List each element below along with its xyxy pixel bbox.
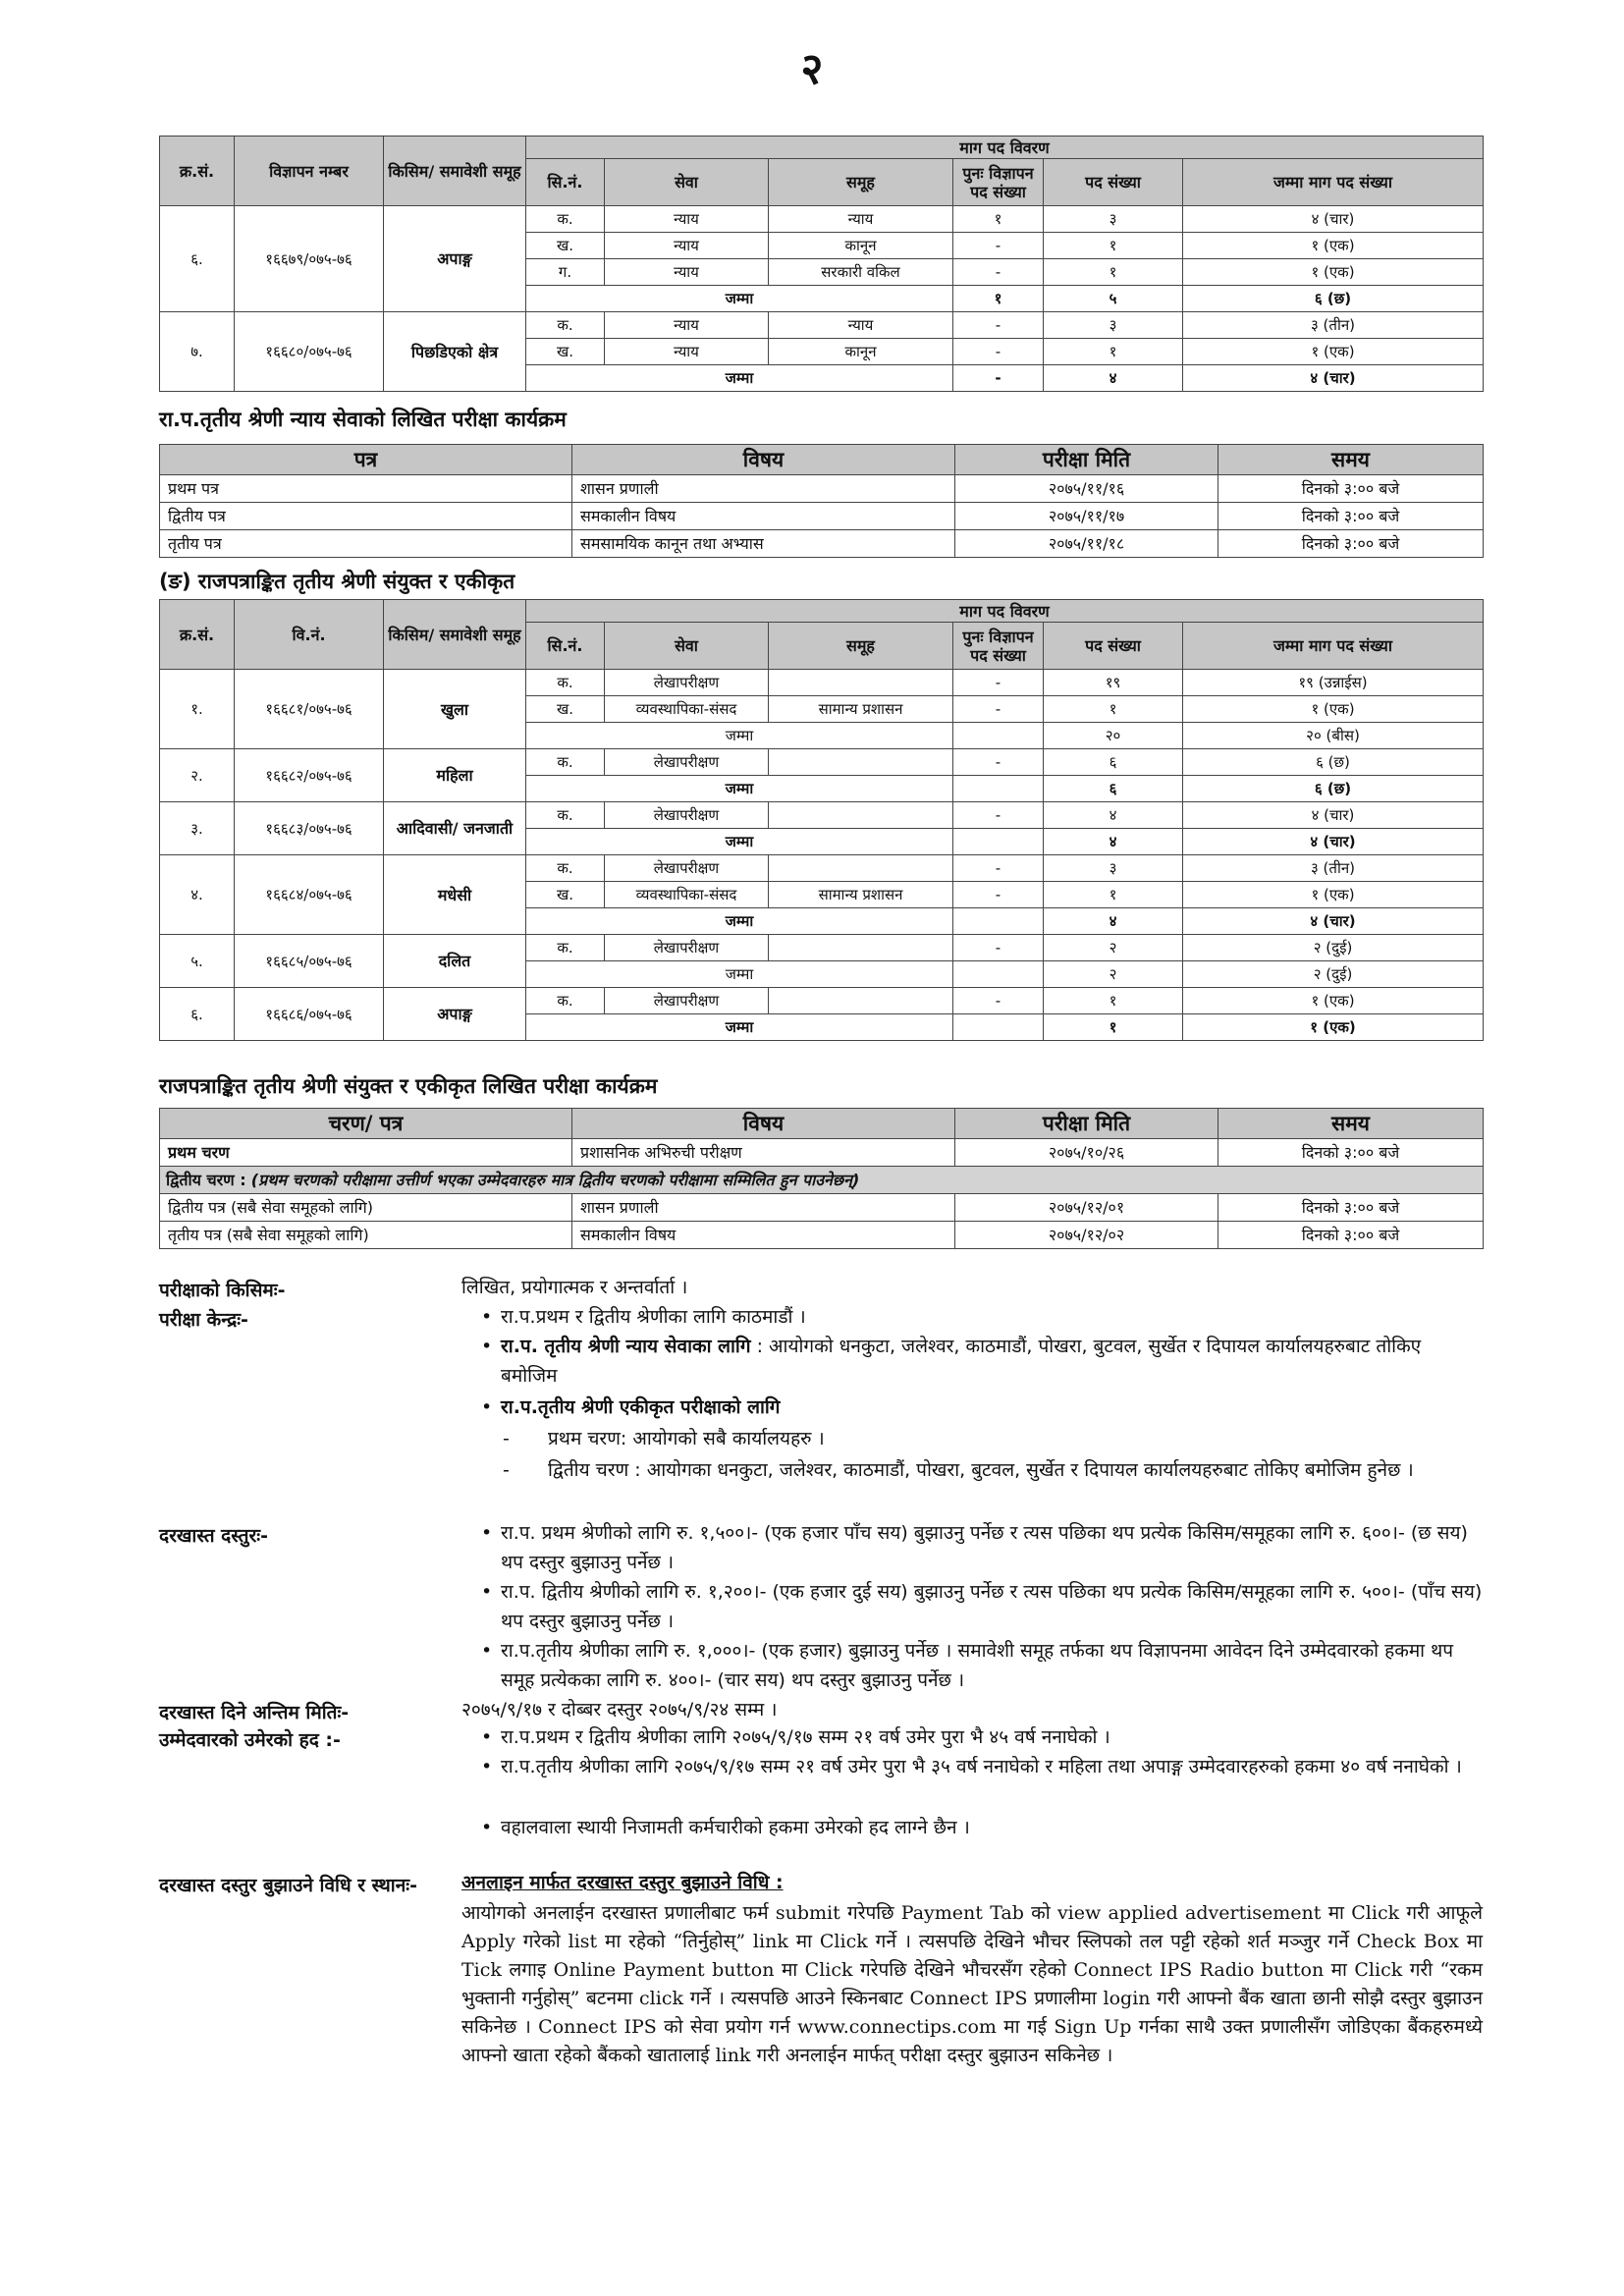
schedule-exam-date: २०७५/१२/०२ bbox=[955, 1222, 1218, 1249]
header-total-posts: जम्मा माग पद संख्या bbox=[1183, 623, 1484, 670]
cell-service: न्याय bbox=[605, 206, 769, 233]
schedule-header: समय bbox=[1218, 445, 1484, 475]
cell-total: २ (दुई) bbox=[1183, 935, 1484, 961]
cell-re-ad: - bbox=[953, 233, 1044, 259]
cell-service: न्याय bbox=[605, 339, 769, 365]
cell-service: न्याय bbox=[605, 259, 769, 286]
header-service: सेवा bbox=[605, 159, 769, 206]
row-sn: ५. bbox=[160, 935, 235, 988]
age-item-2: • रा.प.तृतीय श्रेणीका लागि २०७५/९/१७ सम्म २१ वर्ष उमेर पुरा भै ३५ वर्ष ननाघेको र महिला तथा अपाङ्ग उम्मेदवारहरुको हकमा ४० वर्ष ननाघेको । bbox=[481, 1756, 1462, 1777]
schedule-header: चरण/ पत्र bbox=[160, 1109, 572, 1139]
exam-schedule-nyaya bbox=[159, 444, 1484, 558]
total-posts: २ bbox=[1044, 961, 1183, 988]
schedule-header: परीक्षा मिति bbox=[955, 445, 1218, 475]
schedule-subject: समसामयिक कानून तथा अभ्यास bbox=[572, 530, 955, 558]
schedule-exam-time: दिनको ३:०० बजे bbox=[1218, 503, 1484, 530]
row-group: अपाङ्ग bbox=[384, 988, 526, 1041]
heading-ekikrit-exam: राजपत्राङ्कित तृतीय श्रेणी संयुक्त र एकीकृत लिखित परीक्षा कार्यक्रम bbox=[159, 1074, 658, 1098]
stage1-date: २०७५/१०/२६ bbox=[955, 1139, 1218, 1167]
total-re-ad bbox=[953, 723, 1044, 749]
row-ad-number: १६६८५/०७५-७६ bbox=[235, 935, 384, 988]
schedule-header: पत्र bbox=[160, 445, 572, 475]
table-row bbox=[160, 855, 1484, 882]
header-service: सेवा bbox=[605, 623, 769, 670]
total-label: जम्मा bbox=[526, 1014, 953, 1041]
cell-re-ad: - bbox=[953, 312, 1044, 339]
schedule-paper: द्वितीय पत्र bbox=[160, 503, 572, 530]
payment-instructions: आयोगको अनलाईन दरखास्त प्रणालीबाट फर्म submit गरेपछि Payment Tab को view applied advertisement मा Click गरी आफूले Apply गरेको list मा रहेको “तिर्नुहोस्” link मा Click गर्ने । त्यसपछि देखिने भौचर स्लिपको तल पट्टी रहेको शर्त मञ्जुर गर्ने Check Box मा Tick लगाइ Online Payment button मा Click गरेपछि देखिने भौचरसँग रहेको Connect IPS Radio button मा Click गरी “रकम भुक्तानी गर्नुहोस्” बटनमा click गर्ने । त्यसपछि आउने स्किनबाट Connect IPS प्रणालीमा login गरी आफ्नो बैंक खाता छानी सोझै दस्तुर बुझाउन सकिनेछ । Connect IPS को सेवा प्रयोग गर्न www.connectips.com मा गई Sign Up गर्नका साथै उक्त प्रणालीसँग जोडिएका बैंकहरुमध्ये आफ्नो खाता रहेको बैंकको खातालाई link गरी अनलाईन मार्फत् परीक्षा दस्तुर बुझाउन सकिनेछ । bbox=[461, 1902, 1483, 2066]
row-ad-number: १६६८६/०७५-७६ bbox=[235, 988, 384, 1041]
cell-service: लेखापरीक्षण bbox=[605, 749, 769, 776]
cell-re-ad: - bbox=[953, 802, 1044, 829]
cell-total: ३ (तीन) bbox=[1183, 312, 1484, 339]
row-group: दलित bbox=[384, 935, 526, 988]
cell-re-ad: - bbox=[953, 696, 1044, 723]
cell-service: न्याय bbox=[605, 312, 769, 339]
total-sum: ६ (छ) bbox=[1183, 286, 1484, 312]
schedule-exam-time: दिनको ३:०० बजे bbox=[1218, 1194, 1484, 1222]
header-re-ad: पुनः विज्ञापन पद संख्या bbox=[953, 159, 1044, 206]
total-sum: ४ (चार) bbox=[1183, 908, 1484, 935]
cell-sub-sn: क. bbox=[526, 802, 605, 829]
cell-total: १ (एक) bbox=[1183, 988, 1484, 1014]
table-row bbox=[160, 935, 1484, 961]
table-row bbox=[160, 988, 1484, 1014]
cell-sub-sn: क. bbox=[526, 935, 605, 961]
total-posts: ५ bbox=[1044, 286, 1183, 312]
cell-posts: १ bbox=[1044, 988, 1183, 1014]
schedule-exam-date: २०७५/११/१८ bbox=[955, 530, 1218, 558]
cell-re-ad: - bbox=[953, 935, 1044, 961]
cell-re-ad: - bbox=[953, 259, 1044, 286]
cell-posts: ३ bbox=[1044, 206, 1183, 233]
schedule-header: विषय bbox=[572, 445, 955, 475]
total-sum: ४ (चार) bbox=[1183, 365, 1484, 392]
payment-heading: अनलाइन मार्फत दरखास्त दस्तुर बुझाउने विधि : bbox=[461, 1872, 784, 1893]
cell-sub-sn: क. bbox=[526, 749, 605, 776]
cell-subgroup bbox=[769, 988, 953, 1014]
cell-total: १ (एक) bbox=[1183, 233, 1484, 259]
cell-sub-sn: क. bbox=[526, 670, 605, 696]
total-label: जम्मा bbox=[526, 908, 953, 935]
row-ad-number: १६६८२/०७५-७६ bbox=[235, 749, 384, 802]
total-re-ad bbox=[953, 961, 1044, 988]
cell-subgroup bbox=[769, 935, 953, 961]
cell-sub-sn: क. bbox=[526, 855, 605, 882]
schedule-paper: तृतीय पत्र (सबै सेवा समूहको लागि) bbox=[160, 1222, 572, 1249]
deadline-label: दरखास्त दिने अन्तिम मितिः- bbox=[159, 1702, 350, 1723]
header-sn: क्र.सं. bbox=[160, 600, 235, 670]
schedule-header: समय bbox=[1218, 1109, 1484, 1139]
cell-re-ad: १ bbox=[953, 206, 1044, 233]
cell-subgroup: कानून bbox=[769, 339, 953, 365]
exam-type-label: परीक्षाको किसिमः- bbox=[159, 1280, 286, 1301]
row-sn: ४. bbox=[160, 855, 235, 935]
cell-service: लेखापरीक्षण bbox=[605, 802, 769, 829]
cell-total: ४ (चार) bbox=[1183, 206, 1484, 233]
cell-sub-sn: ख. bbox=[526, 882, 605, 908]
fee-label: दरखास्त दस्तुरः- bbox=[159, 1525, 268, 1547]
cell-service: व्यवस्थापिका-संसद bbox=[605, 696, 769, 723]
total-label: जम्मा bbox=[526, 776, 953, 802]
cell-posts: ६ bbox=[1044, 749, 1183, 776]
cell-sub-sn: क. bbox=[526, 206, 605, 233]
cell-sub-sn: क. bbox=[526, 988, 605, 1014]
total-posts: ४ bbox=[1044, 365, 1183, 392]
schedule-row bbox=[160, 503, 1484, 530]
cell-subgroup bbox=[769, 670, 953, 696]
cell-posts: १९ bbox=[1044, 670, 1183, 696]
total-posts: ६ bbox=[1044, 776, 1183, 802]
page-number: २ bbox=[800, 44, 824, 94]
schedule-exam-date: २०७५/१२/०१ bbox=[955, 1194, 1218, 1222]
stage1-time: दिनको ३:०० बजे bbox=[1218, 1139, 1484, 1167]
cell-subgroup: न्याय bbox=[769, 206, 953, 233]
row-ad-number: १६६८१/०७५-७६ bbox=[235, 670, 384, 749]
cell-re-ad: - bbox=[953, 882, 1044, 908]
row-ad-number: १६६८३/०७५-७६ bbox=[235, 802, 384, 855]
cell-posts: १ bbox=[1044, 233, 1183, 259]
cell-subgroup bbox=[769, 855, 953, 882]
stage2-note-row bbox=[160, 1167, 1484, 1194]
table-row bbox=[160, 312, 1484, 339]
cell-re-ad: - bbox=[953, 749, 1044, 776]
schedule-row bbox=[160, 530, 1484, 558]
header-posts: पद संख्या bbox=[1044, 159, 1183, 206]
cell-posts: १ bbox=[1044, 259, 1183, 286]
row-group: मधेसी bbox=[384, 855, 526, 935]
cell-sub-sn: ख. bbox=[526, 339, 605, 365]
posts-table-ekikrit bbox=[159, 599, 1484, 1041]
schedule-exam-date: २०७५/११/१६ bbox=[955, 475, 1218, 503]
table-row bbox=[160, 206, 1484, 233]
total-re-ad: - bbox=[953, 365, 1044, 392]
cell-posts: २ bbox=[1044, 935, 1183, 961]
cell-service: लेखापरीक्षण bbox=[605, 988, 769, 1014]
row-ad-number: १६६७९/०७५-७६ bbox=[235, 206, 384, 312]
cell-total: १ (एक) bbox=[1183, 882, 1484, 908]
header-re-ad: पुनः विज्ञापन पद संख्या bbox=[953, 623, 1044, 670]
schedule-header: विषय bbox=[572, 1109, 955, 1139]
cell-service: लेखापरीक्षण bbox=[605, 670, 769, 696]
header-sub-sn: सि.नं. bbox=[526, 159, 605, 206]
cell-service: व्यवस्थापिका-संसद bbox=[605, 882, 769, 908]
schedule-subject: समकालीन विषय bbox=[572, 503, 955, 530]
age-label: उम्मेदवारको उमेरको हद :- bbox=[159, 1729, 341, 1751]
fee-item-3: • रा.प.तृतीय श्रेणीका लागि रु. १,०००।- (एक हजार) बुझाउनु पर्नेछ । समावेशी समूह तर्फका थप विज्ञापनमा आवेदन दिने उम्मेदवारको हकमा थप समूह प्रत्येकका लागि रु. ४००।- (चार सय) थप दस्तुर बुझाउनु पर्नेछ । bbox=[481, 1640, 1454, 1691]
total-posts: १ bbox=[1044, 1014, 1183, 1041]
schedule-exam-time: दिनको ३:०० बजे bbox=[1218, 1222, 1484, 1249]
row-sn: २. bbox=[160, 749, 235, 802]
centre-label: परीक्षा केन्द्रः- bbox=[159, 1309, 248, 1331]
cell-sub-sn: ग. bbox=[526, 259, 605, 286]
row-sn: ७. bbox=[160, 312, 235, 392]
cell-posts: ३ bbox=[1044, 855, 1183, 882]
cell-posts: ४ bbox=[1044, 802, 1183, 829]
stage1-label: प्रथम चरण bbox=[160, 1139, 572, 1167]
total-re-ad bbox=[953, 1014, 1044, 1041]
total-label: जम्मा bbox=[526, 286, 953, 312]
total-posts: ४ bbox=[1044, 908, 1183, 935]
cell-sub-sn: ख. bbox=[526, 233, 605, 259]
cell-total: १९ (उन्नाईस) bbox=[1183, 670, 1484, 696]
schedule-row bbox=[160, 475, 1484, 503]
cell-subgroup: सामान्य प्रशासन bbox=[769, 882, 953, 908]
schedule-paper: द्वितीय पत्र (सबै सेवा समूहको लागि) bbox=[160, 1194, 572, 1222]
cell-total: ४ (चार) bbox=[1183, 802, 1484, 829]
total-sum: १ (एक) bbox=[1183, 1014, 1484, 1041]
schedule-subject: शासन प्रणाली bbox=[572, 1194, 955, 1222]
total-sum: ४ (चार) bbox=[1183, 829, 1484, 855]
cell-subgroup: सामान्य प्रशासन bbox=[769, 696, 953, 723]
total-label: जम्मा bbox=[526, 829, 953, 855]
schedule-exam-date: २०७५/११/१७ bbox=[955, 503, 1218, 530]
total-label: जम्मा bbox=[526, 723, 953, 749]
row-group: आदिवासी/ जनजाती bbox=[384, 802, 526, 855]
centre-item-2: • रा.प. तृतीय श्रेणी न्याय सेवाका लागि : आयोगको धनकुटा, जलेश्वर, काठमाडौं, पोखरा, बुटवल, सुर्खेत र दिपायल कार्यालयहरुबाट तोकिए बमोजिम bbox=[481, 1336, 1422, 1387]
cell-sub-sn: क. bbox=[526, 312, 605, 339]
payment-label: दरखास्त दस्तुर बुझाउने विधि र स्थानः- bbox=[159, 1875, 417, 1896]
heading-ekikrit: (ङ) राजपत्राङ्कित तृतीय श्रेणी संयुक्त र एकीकृत bbox=[159, 570, 515, 593]
table-row bbox=[160, 749, 1484, 776]
row-group: महिला bbox=[384, 749, 526, 802]
stage1-subject: प्रशासनिक अभिरुची परीक्षण bbox=[572, 1139, 955, 1167]
fee-item-1: • रा.प. प्रथम श्रेणीको लागि रु. १,५००।- (एक हजार पाँच सय) बुझाउनु पर्नेछ र त्यस पछिका थप प्रत्येक किसिम/समूहका लागि रु. ६००।- (छ सय) थप दस्तुर बुझाउनु पर्नेछ । bbox=[481, 1522, 1468, 1573]
age-item-1: • रा.प.प्रथम र द्वितीय श्रेणीका लागि २०७५/९/१७ सम्म २१ वर्ष उमेर पुरा भै ४५ वर्ष ननाघेको । bbox=[481, 1726, 1110, 1748]
header-detail: माग पद विवरण bbox=[526, 137, 1484, 159]
row-sn: ६. bbox=[160, 206, 235, 312]
total-sum: २ (दुई) bbox=[1183, 961, 1484, 988]
header-sn: क्र.सं. bbox=[160, 137, 235, 206]
heading-nyaya-exam: रा.प.तृतीय श्रेणी न्याय सेवाको लिखित परीक्षा कार्यक्रम bbox=[159, 408, 567, 431]
header-sub-sn: सि.नं. bbox=[526, 623, 605, 670]
schedule-exam-time: दिनको ३:०० बजे bbox=[1218, 475, 1484, 503]
cell-subgroup: सरकारी वकिल bbox=[769, 259, 953, 286]
centre-item-3: • रा.प.तृतीय श्रेणी एकीकृत परीक्षाको लागि bbox=[481, 1396, 781, 1418]
cell-total: १ (एक) bbox=[1183, 339, 1484, 365]
cell-posts: १ bbox=[1044, 882, 1183, 908]
row-sn: ६. bbox=[160, 988, 235, 1041]
cell-total: ३ (तीन) bbox=[1183, 855, 1484, 882]
header-ad-no: विज्ञापन नम्बर bbox=[235, 137, 384, 206]
schedule-row bbox=[160, 1194, 1484, 1222]
cell-subgroup bbox=[769, 802, 953, 829]
header-posts: पद संख्या bbox=[1044, 623, 1183, 670]
age-item-3: • वहालवाला स्थायी निजामती कर्मचारीको हकमा उमेरको हद लाग्ने छैन । bbox=[481, 1817, 970, 1838]
deadline-value: २०७५/९/१७ र दोब्बर दस्तुर २०७५/९/२४ सम्म । bbox=[461, 1699, 778, 1721]
total-label: जम्मा bbox=[526, 961, 953, 988]
schedule-paper: तृतीय पत्र bbox=[160, 530, 572, 558]
fee-item-2: • रा.प. द्वितीय श्रेणीको लागि रु. १,२००।- (एक हजार दुई सय) बुझाउनु पर्नेछ र त्यस पछिका थप प्रत्येक किसिम/समूहका लागि रु. ५००।- (पाँच सय) थप दस्तुर बुझाउनु पर्नेछ । bbox=[481, 1581, 1483, 1632]
schedule-subject: शासन प्रणाली bbox=[572, 475, 955, 503]
cell-total: १ (एक) bbox=[1183, 696, 1484, 723]
cell-service: न्याय bbox=[605, 233, 769, 259]
cell-subgroup: कानून bbox=[769, 233, 953, 259]
exam-schedule-ekikrit bbox=[159, 1108, 1484, 1249]
total-re-ad bbox=[953, 776, 1044, 802]
schedule-header: परीक्षा मिति bbox=[955, 1109, 1218, 1139]
row-group: पिछडिएको क्षेत्र bbox=[384, 312, 526, 392]
total-re-ad bbox=[953, 908, 1044, 935]
cell-service: लेखापरीक्षण bbox=[605, 855, 769, 882]
cell-service: लेखापरीक्षण bbox=[605, 935, 769, 961]
total-sum: २० (बीस) bbox=[1183, 723, 1484, 749]
centre-subitem-stage1: - प्रथम चरण: आयोगको सबै कार्यालयहरु । bbox=[503, 1428, 825, 1449]
total-re-ad bbox=[953, 829, 1044, 855]
cell-re-ad: - bbox=[953, 988, 1044, 1014]
schedule-paper: प्रथम पत्र bbox=[160, 475, 572, 503]
header-group: किसिम/ समावेशी समूह bbox=[384, 600, 526, 670]
header-subgroup: समूह bbox=[769, 159, 953, 206]
total-re-ad: १ bbox=[953, 286, 1044, 312]
posts-table-nyaya bbox=[159, 136, 1484, 392]
cell-posts: ३ bbox=[1044, 312, 1183, 339]
total-posts: २० bbox=[1044, 723, 1183, 749]
table-row bbox=[160, 802, 1484, 829]
cell-sub-sn: ख. bbox=[526, 696, 605, 723]
row-ad-number: १६६८०/०७५-७६ bbox=[235, 312, 384, 392]
cell-re-ad: - bbox=[953, 855, 1044, 882]
cell-subgroup: न्याय bbox=[769, 312, 953, 339]
row-group: खुला bbox=[384, 670, 526, 749]
stage2-note: (प्रथम चरणको परीक्षामा उत्तीर्ण भएका उम्मेदवारहरु मात्र द्वितीय चरणको परीक्षामा सम्मिलित हुन पाउनेछन्) bbox=[250, 1171, 860, 1189]
total-label: जम्मा bbox=[526, 365, 953, 392]
header-total-posts: जम्मा माग पद संख्या bbox=[1183, 159, 1484, 206]
cell-subgroup bbox=[769, 749, 953, 776]
cell-re-ad: - bbox=[953, 670, 1044, 696]
cell-re-ad: - bbox=[953, 339, 1044, 365]
header-ad-no: वि.नं. bbox=[235, 600, 384, 670]
row-ad-number: १६६८४/०७५-७६ bbox=[235, 855, 384, 935]
schedule-subject: समकालीन विषय bbox=[572, 1222, 955, 1249]
cell-total: १ (एक) bbox=[1183, 259, 1484, 286]
cell-total: ६ (छ) bbox=[1183, 749, 1484, 776]
row-sn: १. bbox=[160, 670, 235, 749]
header-detail: माग पद विवरण bbox=[526, 600, 1484, 623]
cell-posts: १ bbox=[1044, 339, 1183, 365]
table-row bbox=[160, 670, 1484, 696]
centre-item-1: • रा.प.प्रथम र द्वितीय श्रेणीका लागि काठमाडौं । bbox=[481, 1306, 806, 1328]
total-sum: ६ (छ) bbox=[1183, 776, 1484, 802]
cell-posts: १ bbox=[1044, 696, 1183, 723]
stage2-label: द्वितीय चरण : bbox=[166, 1171, 246, 1189]
schedule-row bbox=[160, 1222, 1484, 1249]
centre-subitem-stage2: - द्वितीय चरण : आयोगका धनकुटा, जलेश्वर, काठमाडौं, पोखरा, बुटवल, सुर्खेत र दिपायल कार्यालयहरुबाट तोकिए बमोजिम हुनेछ । bbox=[503, 1459, 1414, 1481]
row-sn: ३. bbox=[160, 802, 235, 855]
total-posts: ४ bbox=[1044, 829, 1183, 855]
header-subgroup: समूह bbox=[769, 623, 953, 670]
schedule-exam-time: दिनको ३:०० बजे bbox=[1218, 530, 1484, 558]
exam-type-value: लिखित, प्रयोगात्मक र अन्तर्वार्ता । bbox=[461, 1277, 688, 1298]
row-group: अपाङ्ग bbox=[384, 206, 526, 312]
header-group: किसिम/ समावेशी समूह bbox=[384, 137, 526, 206]
